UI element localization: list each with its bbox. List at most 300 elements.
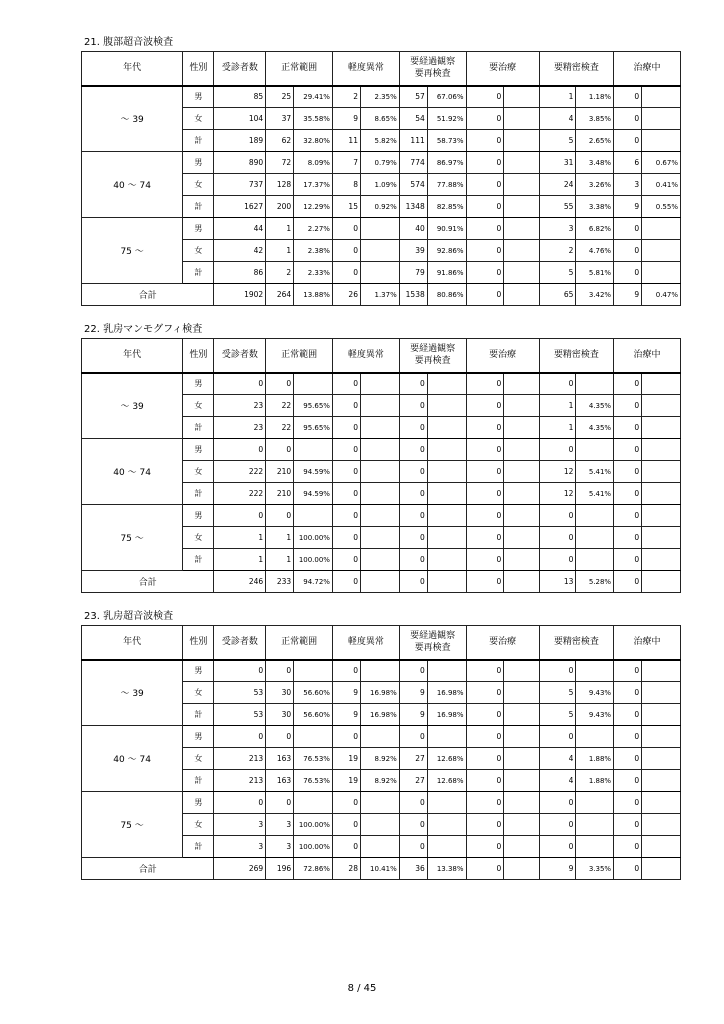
- observe-count-cell: 39: [399, 240, 427, 262]
- normal-pct-cell: [294, 660, 333, 682]
- observe-count-cell: 0: [399, 549, 427, 571]
- observe-pct-cell: 82.85%: [427, 196, 466, 218]
- observe-pct-cell: 16.98%: [427, 682, 466, 704]
- detailed-count-cell: 0: [539, 439, 576, 461]
- sex-cell: 女: [183, 461, 214, 483]
- sex-cell: 男: [183, 218, 214, 240]
- header-observation-recheck: [399, 52, 466, 86]
- under-treatment-count-cell: 0: [614, 660, 642, 682]
- normal-pct-cell: [294, 373, 333, 395]
- total-mild-pct-cell: 10.41%: [360, 858, 399, 880]
- age-group-label: ～ 39: [82, 86, 183, 152]
- total-normal-pct-cell: 13.88%: [294, 284, 333, 306]
- mild-count-cell: 0: [332, 240, 360, 262]
- detailed-count-cell: 1: [539, 417, 576, 439]
- detailed-pct-cell: 5.81%: [576, 262, 614, 284]
- header-sex: 性別: [183, 339, 214, 373]
- sex-cell: 計: [183, 262, 214, 284]
- header-mild-abnormal: 軽度異常: [332, 339, 399, 373]
- examinees-cell: 104: [214, 108, 266, 130]
- detailed-count-cell: 12: [539, 483, 576, 505]
- mild-pct-cell: 1.09%: [360, 174, 399, 196]
- total-observe-count-cell: 1538: [399, 284, 427, 306]
- normal-count-cell: 128: [266, 174, 294, 196]
- examinees-cell: 1: [214, 549, 266, 571]
- treat-count-cell: 0: [466, 770, 504, 792]
- under-treatment-pct-cell: 0.55%: [642, 196, 681, 218]
- under-treatment-count-cell: 0: [614, 748, 642, 770]
- header-examinees: 受診者数: [214, 339, 266, 373]
- detailed-count-cell: 31: [539, 152, 576, 174]
- detailed-pct-cell: 5.41%: [576, 483, 614, 505]
- total-treat-pct-cell: [504, 571, 540, 593]
- header-detailed-exam: 要精密検査: [539, 52, 613, 86]
- detailed-count-cell: 2: [539, 240, 576, 262]
- under-treatment-pct-cell: [642, 395, 681, 417]
- observe-count-cell: 0: [399, 373, 427, 395]
- sex-cell: 計: [183, 417, 214, 439]
- under-treatment-count-cell: 0: [614, 240, 642, 262]
- detailed-count-cell: 0: [539, 814, 576, 836]
- sex-cell: 女: [183, 240, 214, 262]
- observe-pct-cell: [427, 373, 466, 395]
- observe-count-cell: 0: [399, 417, 427, 439]
- treat-pct-cell: [504, 682, 540, 704]
- header-observe-line1: 要経過観察: [410, 344, 456, 355]
- mild-count-cell: 0: [332, 814, 360, 836]
- total-detailed-count-cell: 13: [539, 571, 576, 593]
- mild-pct-cell: 8.92%: [360, 748, 399, 770]
- mild-pct-cell: [360, 395, 399, 417]
- header-observation-recheck: [399, 626, 466, 660]
- examinees-cell: 222: [214, 461, 266, 483]
- mild-pct-cell: [360, 417, 399, 439]
- mild-count-cell: 8: [332, 174, 360, 196]
- mild-count-cell: 19: [332, 748, 360, 770]
- under-treatment-pct-cell: [642, 704, 681, 726]
- normal-count-cell: 2: [266, 262, 294, 284]
- treat-count-cell: 0: [466, 240, 504, 262]
- normal-pct-cell: [294, 726, 333, 748]
- observe-count-cell: 574: [399, 174, 427, 196]
- treat-count-cell: 0: [466, 792, 504, 814]
- under-treatment-count-cell: 0: [614, 130, 642, 152]
- header-observe-line1: 要経過観察: [410, 631, 456, 642]
- mild-pct-cell: [360, 549, 399, 571]
- normal-count-cell: 0: [266, 439, 294, 461]
- total-examinees-cell: 246: [214, 571, 266, 593]
- examinees-cell: 189: [214, 130, 266, 152]
- under-treatment-count-cell: 0: [614, 726, 642, 748]
- treat-pct-cell: [504, 196, 540, 218]
- treat-count-cell: 0: [466, 549, 504, 571]
- mild-pct-cell: [360, 218, 399, 240]
- detailed-pct-cell: [576, 836, 614, 858]
- treat-count-cell: 0: [466, 483, 504, 505]
- mild-count-cell: 11: [332, 130, 360, 152]
- normal-pct-cell: 29.41%: [294, 86, 333, 108]
- total-normal-pct-cell: 72.86%: [294, 858, 333, 880]
- normal-count-cell: 163: [266, 770, 294, 792]
- detailed-count-cell: 55: [539, 196, 576, 218]
- observe-count-cell: 1348: [399, 196, 427, 218]
- treat-pct-cell: [504, 792, 540, 814]
- normal-pct-cell: 100.00%: [294, 836, 333, 858]
- sex-cell: 計: [183, 549, 214, 571]
- table-row: [82, 660, 681, 682]
- under-treatment-pct-cell: [642, 682, 681, 704]
- normal-pct-cell: 17.37%: [294, 174, 333, 196]
- header-under-treatment: 治療中: [614, 339, 681, 373]
- header-mild-abnormal: 軽度異常: [332, 626, 399, 660]
- mild-count-cell: 0: [332, 373, 360, 395]
- observe-count-cell: 9: [399, 682, 427, 704]
- total-examinees-cell: 269: [214, 858, 266, 880]
- normal-pct-cell: 95.65%: [294, 417, 333, 439]
- table-row: [82, 792, 681, 814]
- treat-count-cell: 0: [466, 505, 504, 527]
- total-detailed-pct-cell: 3.42%: [576, 284, 614, 306]
- under-treatment-count-cell: 0: [614, 483, 642, 505]
- treat-pct-cell: [504, 373, 540, 395]
- under-treatment-pct-cell: [642, 240, 681, 262]
- mild-count-cell: 0: [332, 461, 360, 483]
- treat-count-cell: 0: [466, 527, 504, 549]
- under-treatment-count-cell: 0: [614, 682, 642, 704]
- under-treatment-pct-cell: [642, 814, 681, 836]
- under-treatment-pct-cell: [642, 792, 681, 814]
- under-treatment-pct-cell: [642, 439, 681, 461]
- detailed-count-cell: 5: [539, 682, 576, 704]
- total-treat-pct-cell: [504, 284, 540, 306]
- treat-pct-cell: [504, 527, 540, 549]
- header-observe-line1: 要経過観察: [410, 57, 456, 68]
- detailed-pct-cell: 6.82%: [576, 218, 614, 240]
- mild-pct-cell: 0.79%: [360, 152, 399, 174]
- detailed-count-cell: 5: [539, 130, 576, 152]
- detailed-pct-cell: 1.88%: [576, 748, 614, 770]
- detailed-count-cell: 0: [539, 549, 576, 571]
- under-treatment-pct-cell: [642, 262, 681, 284]
- total-detailed-pct-cell: 5.28%: [576, 571, 614, 593]
- under-treatment-count-cell: 0: [614, 836, 642, 858]
- total-under-treatment-count-cell: 9: [614, 284, 642, 306]
- treat-count-cell: 0: [466, 373, 504, 395]
- mild-count-cell: 0: [332, 726, 360, 748]
- under-treatment-count-cell: 0: [614, 792, 642, 814]
- header-observe-line2: 要再検査: [414, 356, 451, 367]
- under-treatment-count-cell: 0: [614, 395, 642, 417]
- table-row: [82, 373, 681, 395]
- mild-count-cell: 0: [332, 527, 360, 549]
- mild-count-cell: 9: [332, 682, 360, 704]
- observe-pct-cell: 12.68%: [427, 748, 466, 770]
- normal-count-cell: 163: [266, 748, 294, 770]
- total-mild-pct-cell: 1.37%: [360, 284, 399, 306]
- under-treatment-pct-cell: [642, 86, 681, 108]
- under-treatment-pct-cell: [642, 130, 681, 152]
- normal-count-cell: 22: [266, 417, 294, 439]
- examinees-cell: 737: [214, 174, 266, 196]
- treat-pct-cell: [504, 748, 540, 770]
- sex-cell: 男: [183, 439, 214, 461]
- under-treatment-count-cell: 3: [614, 174, 642, 196]
- header-normal-range: 正常範囲: [266, 626, 333, 660]
- total-under-treatment-pct-cell: [642, 571, 681, 593]
- normal-count-cell: 0: [266, 726, 294, 748]
- treat-pct-cell: [504, 152, 540, 174]
- normal-count-cell: 72: [266, 152, 294, 174]
- observe-count-cell: 0: [399, 814, 427, 836]
- detailed-count-cell: 4: [539, 748, 576, 770]
- mild-count-cell: 0: [332, 262, 360, 284]
- header-sex: 性別: [183, 626, 214, 660]
- detailed-pct-cell: [576, 505, 614, 527]
- total-under-treatment-pct-cell: [642, 858, 681, 880]
- detailed-count-cell: 1: [539, 395, 576, 417]
- mild-count-cell: 0: [332, 505, 360, 527]
- treat-pct-cell: [504, 660, 540, 682]
- under-treatment-count-cell: 0: [614, 549, 642, 571]
- under-treatment-count-cell: 0: [614, 461, 642, 483]
- total-treat-count-cell: 0: [466, 284, 504, 306]
- total-observe-pct-cell: 13.38%: [427, 858, 466, 880]
- mild-pct-cell: [360, 262, 399, 284]
- treat-count-cell: 0: [466, 726, 504, 748]
- treat-pct-cell: [504, 395, 540, 417]
- sex-cell: 女: [183, 748, 214, 770]
- header-normal-range: 正常範囲: [266, 52, 333, 86]
- total-mild-pct-cell: [360, 571, 399, 593]
- examinees-cell: 0: [214, 439, 266, 461]
- detailed-count-cell: 0: [539, 726, 576, 748]
- treat-pct-cell: [504, 770, 540, 792]
- detailed-count-cell: 0: [539, 373, 576, 395]
- detailed-pct-cell: [576, 373, 614, 395]
- detailed-pct-cell: 3.26%: [576, 174, 614, 196]
- mild-pct-cell: 0.92%: [360, 196, 399, 218]
- mild-count-cell: 0: [332, 417, 360, 439]
- treat-count-cell: 0: [466, 439, 504, 461]
- treat-count-cell: 0: [466, 196, 504, 218]
- section-title-mammography: 22. 乳房マンモグフィ検査: [84, 324, 203, 335]
- total-observe-count-cell: 0: [399, 571, 427, 593]
- examinees-cell: 0: [214, 660, 266, 682]
- detailed-pct-cell: 1.18%: [576, 86, 614, 108]
- detailed-pct-cell: [576, 726, 614, 748]
- under-treatment-count-cell: 0: [614, 86, 642, 108]
- normal-pct-cell: 100.00%: [294, 814, 333, 836]
- detailed-pct-cell: 2.65%: [576, 130, 614, 152]
- treat-count-cell: 0: [466, 86, 504, 108]
- total-treat-pct-cell: [504, 858, 540, 880]
- under-treatment-pct-cell: [642, 461, 681, 483]
- observe-pct-cell: 58.73%: [427, 130, 466, 152]
- observe-pct-cell: [427, 505, 466, 527]
- table-row: [82, 218, 681, 240]
- treat-pct-cell: [504, 483, 540, 505]
- mild-count-cell: 0: [332, 792, 360, 814]
- treat-pct-cell: [504, 549, 540, 571]
- total-normal-pct-cell: 94.72%: [294, 571, 333, 593]
- header-age: 年代: [82, 52, 183, 86]
- header-examinees: 受診者数: [214, 52, 266, 86]
- examinees-cell: 3: [214, 814, 266, 836]
- mild-pct-cell: [360, 240, 399, 262]
- header-treatment-required: 要治療: [466, 52, 539, 86]
- examinees-cell: 0: [214, 373, 266, 395]
- total-row: [82, 858, 681, 880]
- sex-cell: 男: [183, 660, 214, 682]
- header-observation-recheck: [399, 339, 466, 373]
- detailed-count-cell: 0: [539, 527, 576, 549]
- under-treatment-count-cell: 0: [614, 218, 642, 240]
- detailed-count-cell: 5: [539, 704, 576, 726]
- normal-count-cell: 210: [266, 483, 294, 505]
- under-treatment-pct-cell: [642, 527, 681, 549]
- header-observe-line2: 要再検査: [414, 69, 451, 80]
- examinees-cell: 222: [214, 483, 266, 505]
- normal-count-cell: 30: [266, 704, 294, 726]
- header-row: [82, 52, 681, 86]
- normal-count-cell: 3: [266, 836, 294, 858]
- total-under-treatment-count-cell: 0: [614, 571, 642, 593]
- examinees-cell: 0: [214, 792, 266, 814]
- total-detailed-count-cell: 65: [539, 284, 576, 306]
- examinees-cell: 3: [214, 836, 266, 858]
- detailed-count-cell: 0: [539, 505, 576, 527]
- observe-pct-cell: [427, 439, 466, 461]
- total-normal-count-cell: 264: [266, 284, 294, 306]
- normal-pct-cell: [294, 505, 333, 527]
- sex-cell: 男: [183, 152, 214, 174]
- total-label: 合計: [82, 571, 214, 593]
- age-group-label: ～ 39: [82, 660, 183, 726]
- total-observe-count-cell: 36: [399, 858, 427, 880]
- observe-count-cell: 0: [399, 660, 427, 682]
- normal-pct-cell: 12.29%: [294, 196, 333, 218]
- under-treatment-pct-cell: [642, 748, 681, 770]
- header-normal-range: 正常範囲: [266, 339, 333, 373]
- detailed-pct-cell: 4.35%: [576, 395, 614, 417]
- total-mild-count-cell: 0: [332, 571, 360, 593]
- total-mild-count-cell: 28: [332, 858, 360, 880]
- examinees-cell: 42: [214, 240, 266, 262]
- mild-count-cell: 0: [332, 549, 360, 571]
- header-row: [82, 626, 681, 660]
- age-group-label: 75 ～: [82, 505, 183, 571]
- sex-cell: 計: [183, 483, 214, 505]
- age-group-label: 40 ～ 74: [82, 152, 183, 218]
- age-group-label: 75 ～: [82, 792, 183, 858]
- mild-count-cell: 0: [332, 483, 360, 505]
- treat-pct-cell: [504, 704, 540, 726]
- sex-cell: 男: [183, 373, 214, 395]
- normal-count-cell: 0: [266, 373, 294, 395]
- total-examinees-cell: 1902: [214, 284, 266, 306]
- detailed-count-cell: 0: [539, 660, 576, 682]
- mild-count-cell: 15: [332, 196, 360, 218]
- detailed-pct-cell: [576, 814, 614, 836]
- treat-pct-cell: [504, 218, 540, 240]
- under-treatment-pct-cell: [642, 483, 681, 505]
- observe-count-cell: 40: [399, 218, 427, 240]
- detailed-pct-cell: [576, 439, 614, 461]
- header-under-treatment: 治療中: [614, 626, 681, 660]
- normal-pct-cell: 2.38%: [294, 240, 333, 262]
- observe-pct-cell: 91.86%: [427, 262, 466, 284]
- mild-count-cell: 9: [332, 108, 360, 130]
- detailed-pct-cell: 9.43%: [576, 704, 614, 726]
- total-detailed-pct-cell: 3.35%: [576, 858, 614, 880]
- treat-count-cell: 0: [466, 262, 504, 284]
- observe-pct-cell: [427, 814, 466, 836]
- observe-pct-cell: [427, 549, 466, 571]
- treat-pct-cell: [504, 262, 540, 284]
- under-treatment-pct-cell: [642, 218, 681, 240]
- observe-count-cell: 0: [399, 505, 427, 527]
- sex-cell: 計: [183, 770, 214, 792]
- normal-count-cell: 200: [266, 196, 294, 218]
- mild-pct-cell: 2.35%: [360, 86, 399, 108]
- results-table-mammography: [81, 338, 681, 593]
- normal-count-cell: 1: [266, 218, 294, 240]
- normal-count-cell: 0: [266, 505, 294, 527]
- observe-pct-cell: [427, 660, 466, 682]
- under-treatment-pct-cell: [642, 417, 681, 439]
- under-treatment-pct-cell: [642, 373, 681, 395]
- examinees-cell: 23: [214, 417, 266, 439]
- under-treatment-pct-cell: 0.67%: [642, 152, 681, 174]
- normal-pct-cell: 2.33%: [294, 262, 333, 284]
- normal-pct-cell: 35.58%: [294, 108, 333, 130]
- under-treatment-count-cell: 0: [614, 417, 642, 439]
- examinees-cell: 890: [214, 152, 266, 174]
- table-row: [82, 86, 681, 108]
- header-observe-line2: 要再検査: [414, 643, 451, 654]
- total-row: [82, 284, 681, 306]
- mild-count-cell: 0: [332, 660, 360, 682]
- total-detailed-count-cell: 9: [539, 858, 576, 880]
- normal-count-cell: 25: [266, 86, 294, 108]
- observe-count-cell: 54: [399, 108, 427, 130]
- under-treatment-pct-cell: [642, 770, 681, 792]
- normal-pct-cell: 76.53%: [294, 748, 333, 770]
- table-row: [82, 439, 681, 461]
- sex-cell: 男: [183, 86, 214, 108]
- mild-count-cell: 19: [332, 770, 360, 792]
- table-row: [82, 726, 681, 748]
- total-mild-count-cell: 26: [332, 284, 360, 306]
- normal-count-cell: 3: [266, 814, 294, 836]
- mild-count-cell: 0: [332, 395, 360, 417]
- mild-pct-cell: [360, 505, 399, 527]
- detailed-count-cell: 4: [539, 770, 576, 792]
- detailed-pct-cell: 3.48%: [576, 152, 614, 174]
- total-treat-count-cell: 0: [466, 858, 504, 880]
- normal-count-cell: 30: [266, 682, 294, 704]
- results-table-breast-ultrasound: [81, 625, 681, 880]
- mild-count-cell: 7: [332, 152, 360, 174]
- total-label: 合計: [82, 858, 214, 880]
- examinees-cell: 53: [214, 682, 266, 704]
- normal-count-cell: 22: [266, 395, 294, 417]
- observe-pct-cell: 77.88%: [427, 174, 466, 196]
- normal-count-cell: 37: [266, 108, 294, 130]
- treat-pct-cell: [504, 130, 540, 152]
- detailed-count-cell: 1: [539, 86, 576, 108]
- mild-pct-cell: [360, 726, 399, 748]
